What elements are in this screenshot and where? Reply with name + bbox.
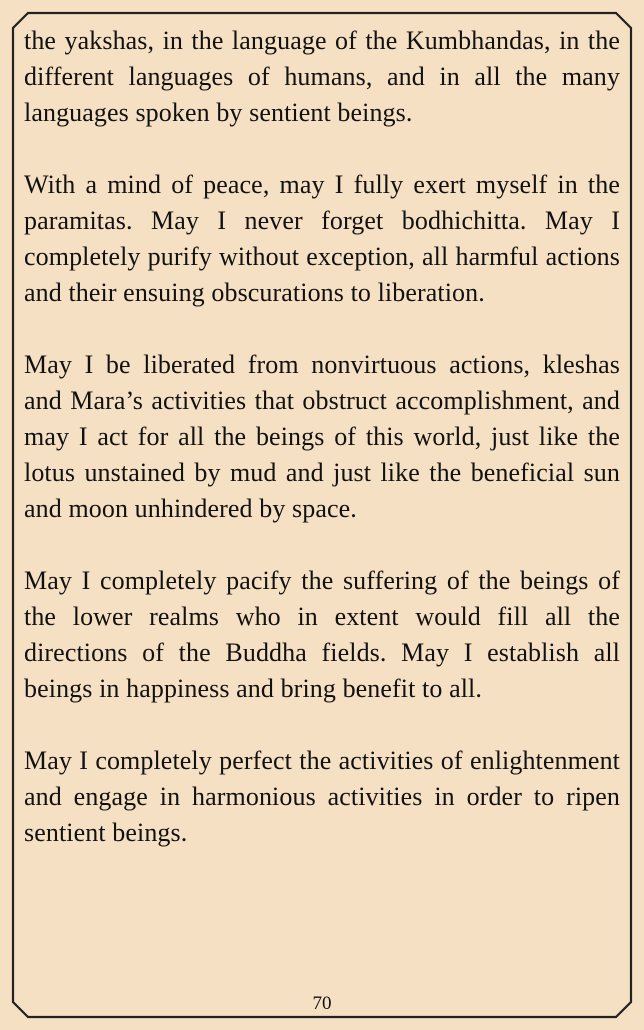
- page-content: [24, 23, 620, 963]
- paragraph-1: the yakshas, in the language of the Kumbhandas, in the different languages of humans, and in all the many languages spoken by sentient beings.: [24, 26, 620, 127]
- page-number: 70: [312, 993, 332, 1014]
- paragraph-5: May I completely perfect the activities of enlightenment and engage in harmonious activities in order to ripen sentient beings.: [24, 746, 620, 847]
- paragraph-2: With a mind of peace, may I fully exert myself in the paramitas. May I never forget bodhichitta. May I completely purify without exception, all harmful actions and their ensuing obscurations to liberation.: [24, 170, 620, 307]
- paragraph-3: May I be liberated from nonvirtuous actions, kleshas and Mara’s activities that obstruct accomplishment, and may I act for all the beings of this world, just like the lotus unstained by mud and just like the beneficial sun and moon unhindered by space.: [24, 350, 620, 523]
- paragraph-4: May I completely pacify the suffering of the beings of the lower realms who in extent would fill all the directions of the Buddha fields. May I establish all beings in happiness and bring benefit to all.: [24, 566, 620, 703]
